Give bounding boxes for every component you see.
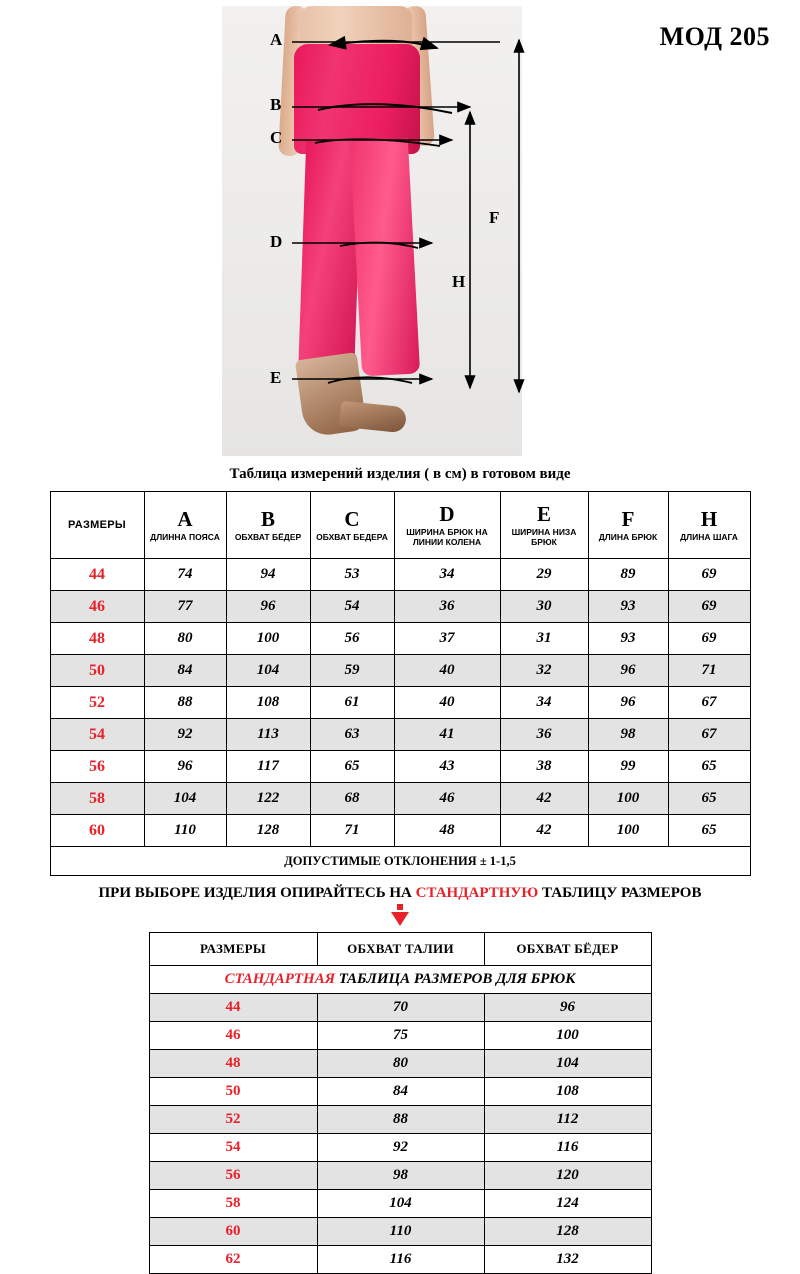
label-e: E xyxy=(270,368,282,387)
standard-title-highlight: СТАНДАРТНАЯ xyxy=(224,971,336,987)
header-col-c: C ОБХВАТ БЕДЕРА xyxy=(310,492,394,559)
measurement-lines xyxy=(0,0,800,460)
cell-waist: 116 xyxy=(317,1246,484,1274)
label-a: A xyxy=(270,30,283,49)
list-item xyxy=(149,1190,651,1218)
cell-b: 104 xyxy=(226,655,310,687)
cell-d: 41 xyxy=(394,719,500,751)
row-size: 48 xyxy=(149,1050,317,1078)
row-size: 44 xyxy=(149,994,317,1022)
cell-h: 69 xyxy=(668,623,750,655)
cell-a: 96 xyxy=(144,751,226,783)
cell-c: 54 xyxy=(310,591,394,623)
row-size: 46 xyxy=(149,1022,317,1050)
standard-title-rest: ТАБЛИЦА РАЗМЕРОВ ДЛЯ БРЮК xyxy=(335,971,576,987)
cell-h: 65 xyxy=(668,751,750,783)
list-item xyxy=(149,994,651,1022)
cell-c: 65 xyxy=(310,751,394,783)
down-arrow-icon xyxy=(391,912,409,926)
cell-c: 71 xyxy=(310,815,394,847)
standard-table-title xyxy=(149,966,651,994)
cell-hips: 104 xyxy=(484,1050,651,1078)
cell-f: 100 xyxy=(588,783,668,815)
arrow-stem xyxy=(397,904,403,910)
cell-e: 36 xyxy=(500,719,588,751)
standard-table-title-row xyxy=(149,966,651,994)
row-size: 48 xyxy=(50,623,144,655)
row-size: 52 xyxy=(50,687,144,719)
cell-f: 96 xyxy=(588,687,668,719)
cell-d: 46 xyxy=(394,783,500,815)
row-size: 62 xyxy=(149,1246,317,1274)
table-row xyxy=(50,815,750,847)
cell-hips: 116 xyxy=(484,1134,651,1162)
label-b: B xyxy=(270,95,282,114)
cell-d: 40 xyxy=(394,655,500,687)
cell-a: 88 xyxy=(144,687,226,719)
table-row xyxy=(50,559,750,591)
cell-hips: 96 xyxy=(484,994,651,1022)
cell-a: 84 xyxy=(144,655,226,687)
note-highlight: СТАНДАРТНУЮ xyxy=(415,885,539,901)
cell-a: 80 xyxy=(144,623,226,655)
header-waist: ОБХВАТ ТАЛИИ xyxy=(317,933,484,966)
cell-a: 92 xyxy=(144,719,226,751)
list-item xyxy=(149,1246,651,1274)
label-f: F xyxy=(489,208,500,227)
cell-f: 93 xyxy=(588,623,668,655)
cell-f: 98 xyxy=(588,719,668,751)
cell-e: 34 xyxy=(500,687,588,719)
cell-a: 104 xyxy=(144,783,226,815)
cell-e: 32 xyxy=(500,655,588,687)
cell-a: 77 xyxy=(144,591,226,623)
cell-waist: 70 xyxy=(317,994,484,1022)
cell-a: 74 xyxy=(144,559,226,591)
cell-f: 93 xyxy=(588,591,668,623)
cell-b: 128 xyxy=(226,815,310,847)
table-row xyxy=(50,783,750,815)
table-footer-row xyxy=(50,847,750,876)
cell-waist: 92 xyxy=(317,1134,484,1162)
header-col-d: D ШИРИНА БРЮК НА ЛИНИИ КОЛЕНА xyxy=(394,492,500,559)
cell-hips: 128 xyxy=(484,1218,651,1246)
cell-e: 42 xyxy=(500,815,588,847)
cell-e: 29 xyxy=(500,559,588,591)
row-size: 60 xyxy=(50,815,144,847)
list-item xyxy=(149,1134,651,1162)
header-col-h: H ДЛИНА ШАГА xyxy=(668,492,750,559)
cell-h: 65 xyxy=(668,783,750,815)
cell-hips: 108 xyxy=(484,1078,651,1106)
cell-d: 34 xyxy=(394,559,500,591)
label-d: D xyxy=(270,232,283,251)
table-row xyxy=(50,687,750,719)
header-col-a: A ДЛИННА ПОЯСА xyxy=(144,492,226,559)
model-number: МОД 205 xyxy=(659,22,770,51)
tolerance-note: ДОПУСТИМЫЕ ОТКЛОНЕНИЯ ± 1-1,5 xyxy=(50,847,750,876)
list-item xyxy=(149,1106,651,1134)
table-row xyxy=(50,719,750,751)
header-col-e: E ШИРИНА НИЗА БРЮК xyxy=(500,492,588,559)
cell-b: 108 xyxy=(226,687,310,719)
cell-hips: 112 xyxy=(484,1106,651,1134)
list-item xyxy=(149,1022,651,1050)
row-size: 58 xyxy=(149,1190,317,1218)
cell-b: 96 xyxy=(226,591,310,623)
list-item xyxy=(149,1162,651,1190)
cell-waist: 88 xyxy=(317,1106,484,1134)
cell-d: 48 xyxy=(394,815,500,847)
product-diagram xyxy=(0,0,800,460)
cell-waist: 98 xyxy=(317,1162,484,1190)
cell-d: 43 xyxy=(394,751,500,783)
cell-waist: 80 xyxy=(317,1050,484,1078)
row-size: 60 xyxy=(149,1218,317,1246)
table-row xyxy=(50,655,750,687)
cell-h: 67 xyxy=(668,719,750,751)
list-item xyxy=(149,1050,651,1078)
cell-e: 38 xyxy=(500,751,588,783)
table-row xyxy=(50,751,750,783)
cell-h: 69 xyxy=(668,559,750,591)
cell-c: 56 xyxy=(310,623,394,655)
cell-b: 113 xyxy=(226,719,310,751)
row-size: 52 xyxy=(149,1106,317,1134)
measurement-table xyxy=(50,491,751,876)
cell-waist: 75 xyxy=(317,1022,484,1050)
cell-e: 31 xyxy=(500,623,588,655)
cell-waist: 110 xyxy=(317,1218,484,1246)
row-size: 56 xyxy=(50,751,144,783)
cell-h: 69 xyxy=(668,591,750,623)
label-h: H xyxy=(452,272,466,291)
cell-f: 99 xyxy=(588,751,668,783)
standard-header-row xyxy=(149,933,651,966)
cell-d: 40 xyxy=(394,687,500,719)
cell-f: 96 xyxy=(588,655,668,687)
row-size: 50 xyxy=(50,655,144,687)
header-sizes: РАЗМЕРЫ xyxy=(50,492,144,559)
table-header-row xyxy=(50,492,750,559)
cell-e: 42 xyxy=(500,783,588,815)
cell-c: 63 xyxy=(310,719,394,751)
label-c: C xyxy=(270,128,283,147)
cell-c: 61 xyxy=(310,687,394,719)
table-row xyxy=(50,591,750,623)
header-sizes: РАЗМЕРЫ xyxy=(149,933,317,966)
cell-waist: 84 xyxy=(317,1078,484,1106)
note-part-2: ТАБЛИЦУ РАЗМЕРОВ xyxy=(538,885,702,901)
cell-h: 65 xyxy=(668,815,750,847)
list-item xyxy=(149,1218,651,1246)
standard-size-table xyxy=(149,932,652,1274)
row-size: 56 xyxy=(149,1162,317,1190)
header-col-b: B ОБХВАТ БЁДЕР xyxy=(226,492,310,559)
cell-c: 59 xyxy=(310,655,394,687)
cell-e: 30 xyxy=(500,591,588,623)
cell-hips: 124 xyxy=(484,1190,651,1218)
note-part-1: ПРИ ВЫБОРЕ ИЗДЕЛИЯ ОПИРАЙТЕСЬ НА xyxy=(98,885,416,901)
row-size: 54 xyxy=(50,719,144,751)
cell-f: 100 xyxy=(588,815,668,847)
cell-waist: 104 xyxy=(317,1190,484,1218)
cell-d: 36 xyxy=(394,591,500,623)
cell-f: 89 xyxy=(588,559,668,591)
row-size: 44 xyxy=(50,559,144,591)
row-size: 46 xyxy=(50,591,144,623)
row-size: 50 xyxy=(149,1078,317,1106)
header-col-f: F ДЛИНА БРЮК xyxy=(588,492,668,559)
cell-h: 71 xyxy=(668,655,750,687)
cell-b: 122 xyxy=(226,783,310,815)
cell-b: 100 xyxy=(226,623,310,655)
cell-h: 67 xyxy=(668,687,750,719)
row-size: 54 xyxy=(149,1134,317,1162)
cell-c: 53 xyxy=(310,559,394,591)
cell-hips: 120 xyxy=(484,1162,651,1190)
cell-hips: 132 xyxy=(484,1246,651,1274)
list-item xyxy=(149,1078,651,1106)
table-row xyxy=(50,623,750,655)
cell-c: 68 xyxy=(310,783,394,815)
selection-note xyxy=(0,885,800,902)
row-size: 58 xyxy=(50,783,144,815)
header-hips: ОБХВАТ БЁДЕР xyxy=(484,933,651,966)
cell-hips: 100 xyxy=(484,1022,651,1050)
cell-a: 110 xyxy=(144,815,226,847)
cell-d: 37 xyxy=(394,623,500,655)
cell-b: 94 xyxy=(226,559,310,591)
measurement-table-title: Таблица измерений изделия ( в см) в готовом виде xyxy=(229,466,571,482)
cell-b: 117 xyxy=(226,751,310,783)
